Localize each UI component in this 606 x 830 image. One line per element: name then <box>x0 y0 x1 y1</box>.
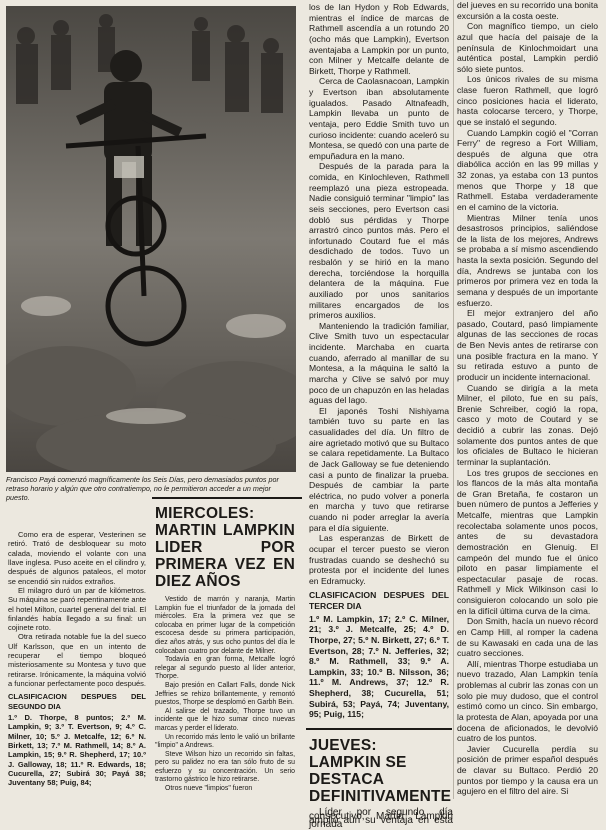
paragraph: Con magnífico tiempo, un cielo azul que hacía del paisaje de la península de Kinlochmoidart una auténtica postal, Lampkin perdió sólo siete puntos. <box>457 21 598 74</box>
paragraph: los de Ian Hydon y Rob Edwards, mientras el índice de marcas de Rathmell ascendía a un rotundo 20 (ocho más que Lampkin), Evertson aventajaba a Lampkin por un punto, con Milner y Metcalfe delante de Birkett, Thorpe y Rathmell. <box>309 2 449 76</box>
paragraph: Cerca de Caolasnacoan, Lampkin y Evertson iban absolutamente igualados. Pasado Altnafeadh, Lampkin llevaba un punto de ventaja, pero Eddie Smith tuvo un curioso incidente: cuando aceleró su Montesa, se quedó con una parte de empuñadura en la mano. <box>309 76 449 161</box>
paragraph: Allí, mientras Thorpe estudiaba un nuevo trazado, Alan Lampkin tenía problemas al cubrir las zonas con un solo pie muy dudoso, que el control estimó como un cinco. Sin embargo, la protesta de Alan, apoyada por una docena de aficionados, le devolvió cuatro de los puntos. <box>457 658 598 744</box>
paragraph: Los únicos rivales de su misma clase fueron Rathmell, que logró cinco posiciones hacia el liderato, hasta colocarse tercero, y Thorpe, que se instaló el segundo. <box>457 74 598 127</box>
section-divider <box>152 497 302 499</box>
paragraph: Vestido de marrón y naranja, Martin Lampkin fue el triunfador de la jornada del miércoles. Era la primera vez que se colocaba en primer lugar de la competición escocesa desde su primera participación, diez años atrás, y sus ocho puntos del día le colocaban cuatro por delante de Milner. <box>155 596 295 655</box>
headline-thursday: JUEVES: LAMPKIN SE DESTACA DEFINITIVAMENTE <box>309 737 452 805</box>
paragraph: Bajo presión en Callart Falls, donde Nick Jeffries se rehizo brillantemente, y remontó puestos, Thorpe se desplomó en Garbh Bein. <box>155 681 295 707</box>
paragraph: Cuando Lampkin cogió el "Corran Ferry" de regreso a Fort William, después de alguna que otra diabólica acción en las 99 millas y 32 zonas, ya estaba con 13 puntos menos que Thorpe y 18 que Rathmell. Estaba verdaderamente en el camino de la victoria. <box>457 127 598 212</box>
paragraph: Steve Wilson hizo un recorrido sin faltas, pero su palidez no era tan sólo fruto de su esfuerzo y su concentración. Un serio trastorno gástrico le hizo retirarse. <box>155 750 295 784</box>
paragraph: del jueves en su recorrido una bonita excursión a la costa oeste. <box>457 0 598 21</box>
column-3 <box>309 2 449 720</box>
paragraph: Javier Cucurella perdía su posición de primer español después de clavar su Bultaco. Perdió 20 puntos por tiempo y la causa era un agujero en el filtro del aire. Si <box>457 743 598 797</box>
standings-heading-day-3: CLASIFICACION DESPUES DEL TERCER DIA <box>309 590 449 611</box>
paragraph: Un recorrido más lento le valió un brillante "limpio" a Andrews. <box>155 733 295 750</box>
standings-day-2: 1.º D. Thorpe, 8 puntos; 2.º M. Lampkin, 9; 3.º T. Evertson, 9; 4.º C. Milner, 10; 5.º J. Metcalfe, 12; 6.º N. Birkett, 13; 7.º M. Rathmell, 14; 8.º A. Lampkin, 15; 9.º R. Shepherd, 17; 10.º J. Galloway, 18; 11.º R. Edwards, 18; Cucurella, 27; Subirá 30; Payá 38; Juventany 58; Puig, 84; <box>8 712 146 788</box>
thursday-text <box>309 807 453 830</box>
paragraph: Como era de esperar, Vesterinen se retiró. Trató de desbloquear su moto calada, moviendo el volante con una llave inglesa. Puso aceite en el cilindro y, después de algunos pataleos, el motor se encendió sin ruidos extraños. <box>8 530 146 586</box>
headline-wednesday: MIERCOLES: MARTIN LAMPKIN LIDER POR PRIMERA VEZ EN DIEZ AÑOS <box>155 505 295 590</box>
column-rule <box>453 0 454 799</box>
paragraph: Otros nueve "limpios" fueron <box>165 785 253 793</box>
paragraph: Líder por segundo día consecutivo, Martin Lampkin amplió aún su ventaja en esta jornada <box>309 807 453 830</box>
thursday-section <box>309 737 453 828</box>
column-4 <box>457 0 598 797</box>
section-divider <box>306 728 452 730</box>
paragraph: Todavía en gran forma, Metcalfe logró relegar al segundo puesto al líder anterior, Thorpe. <box>155 656 295 681</box>
paragraph: Después de la parada para la comida, en Kinlochleven, Rathmell reemplazó una pieza estropeada. Nadie consiguió terminar "limpio" las seis secciones, pero Evertson casi dobló sus pérdidas y Thorpe arrastró cinco puntos más. Pero el infortunado Coutard fue el más desdichado de todos. Tuvo un resbalón y se hirió en la mano derecha, torciéndose la horquilla delantera de la máquina. Fue auxiliado por unos sanitarios militares encargados de los primeros auxilios. <box>309 161 449 321</box>
paragraph: Mientras Milner tenía unos desastrosos principios, saliéndose de la lista de los mejores, Andrews se probaba a sí mismo ascendiendo hasta la sexta posición. Segundo del día, Andrews se juntaba con los primeros por primera vez en toda la semana y después de un importante esfuerzo. <box>457 212 598 308</box>
column-1 <box>8 530 146 787</box>
paragraph: Don Smith, hacía un nuevo récord en Camp Hill, al romper la cadena de su Kawasaki en cada una de las cuatro secciones. <box>457 616 598 659</box>
paragraph: Otra retirada notable fue la del sueco Ulf Karlsson, que en un intento de recuperar el tiempo bloqueó misteriosamente su Montesa y tuvo que retirarse. Irónicamente, la máquina volvió a funcionar perfectamente poco después. <box>8 632 147 688</box>
paragraph: Al salirse del trazado, Thorpe tuvo un incidente que le hizo sumar cinco nuevas marcas y perder el liderato. <box>155 707 295 732</box>
paragraph: El mejor extranjero del año pasado, Coutard, pasó limpiamente algunas de las secciones de rocas de Ben Nevis antes de retirarse con una posible fractura en la mano. Y su retirada estuvo a punto de producir un incidente internacional. <box>457 308 598 382</box>
standings-day-3: 1.º M. Lampkin, 17; 2.º C. Milner, 21; 3.º J. Metcalfe, 25; 4.º D. Thorpe, 27; 5.º N. Birkett, 27; 6.º T. Evertson, 28; 7.º N. Jefferies, 32; 8.º M. Rathmell, 33; 9.º A. Lampkin, 33; 10.º B. Nilsson, 36; 11.º M. Andrews, 37; 12.º R. Shepherd, 38; Cucurella, 51; Subirá, 53; Payá, 74; Juventany, 95; Puig, 115; <box>309 613 449 720</box>
paragraph: Cuando se dirigía a la meta Milner, el piloto, fue en su país, Brenie Schreiber, cogió la ropa, casco y moto de Coutard y se decidió a cubrir las zonas. Dejó solamente dos puntos antes de que los oficiales de Bultaco le hicieran terminar la suplantación. <box>457 382 598 467</box>
trial-rider-photo <box>6 6 296 472</box>
paragraph: Los tres grupos de secciones en los flancos de la más alta montaña de Gran Bretaña, fe costaron un buen número de puntos a Jefferies y Metcalfe, mientras que Lampkin recolectaba solamente unos pocos, antes de su devastadora demostración en Glenuig. El campeón del mundo fue el único piloto en pasar limpiamente el espectacular pasaje de rocas. Rathmell y Mick Wilkinson casi lo consiguieron colocando un solo pie en la difícil última curva de la cima. <box>457 467 598 616</box>
trial-rider-image <box>6 6 296 472</box>
column-2 <box>155 505 295 794</box>
paragraph: El milagro duró un par de kilómetros. Su máquina se paró repentinamente ante el hotel Milton, cuartel general del trial. El finlandés había llegado a su final: un cojinete roto. <box>8 585 147 633</box>
paragraph: Las esperanzas de Birkett de ocupar el tercer puesto se vieron frustradas cuando se deshechó su protesta por el incidente del lunes en Edramucky. <box>309 533 449 586</box>
standings-heading-day-2: CLASIFICACION DESPUES DEL SEGUNDO DIA <box>8 692 146 711</box>
paragraph: El japonés Toshi Nishiyama también tuvo su parte en las casualidades del día. Un filtro de aire agrietado motivó que su Bultaco se calara repetidamente. La Bultaco de Jack Galloway se fue deteniendo casi a punto de finalizar la prueba. Después de cambiar la parte eléctrica, no pudo volver a ponerla en marcha y tuvo que retirarse cuando ni poder arreglar la avería para el día siguiente. <box>309 405 449 533</box>
paragraph: Manteniendo la tradición familiar, Clive Smith tuvo un espectacular incidente. Marchaba en cuarta cuando, aferrado al manillar de su Montesa, a la máquina le saltó la marcha y Clive se salvó por muy poco de un chapuzón en las heladas aguas del lago. <box>309 320 449 406</box>
photo-caption: Francisco Payá comenzó magníficamente los Seis Días, pero demasiados puntos por retraso horario y algún que otro contratiempo, no le permitieron acceder a un mejor puesto. <box>6 475 279 503</box>
